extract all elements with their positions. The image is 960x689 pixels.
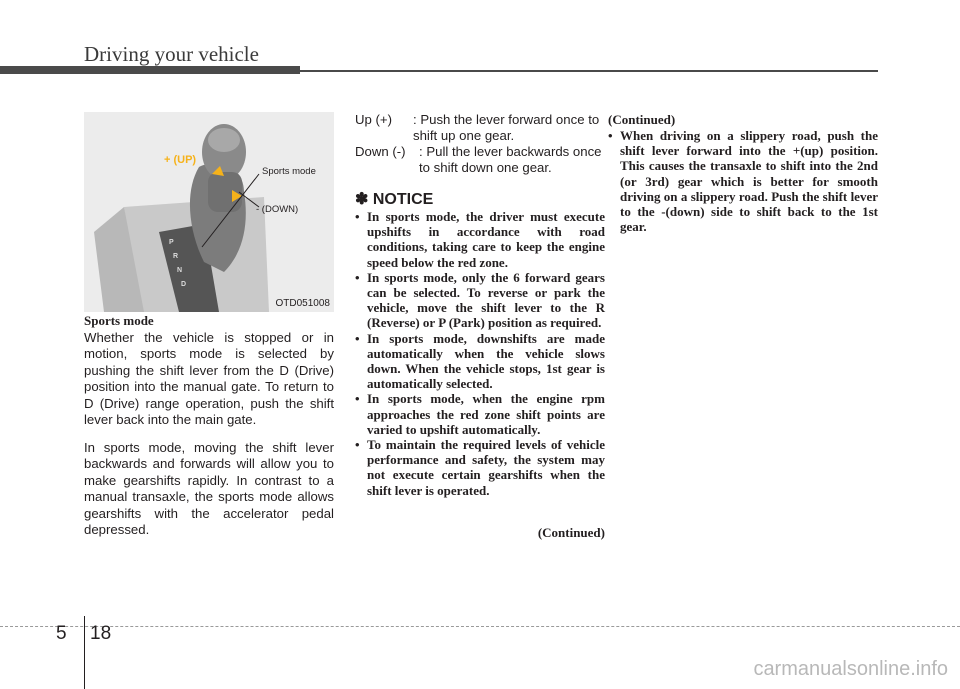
svg-text:P: P [169,239,174,246]
svg-text:D: D [181,281,187,288]
bullet-icon: • [608,128,613,143]
bullet-icon: • [355,437,360,453]
figure-code: OTD051008 [275,298,330,309]
list-item: • In sports mode, only the 6 forward gears can be selected. To reverse or park the vehicle, move the shift lever to the R (Reverse) or P (Park) position as required. [355,269,605,331]
notice-list [355,209,605,498]
definition-down [355,144,607,178]
continued-heading: (Continued) [608,112,676,127]
bullet-icon: • [355,330,360,346]
definition-up-term: Up (+) [355,112,393,127]
bullet-icon: • [355,391,360,407]
sports-mode-para-1: Whether the vehicle is stopped or in motion, sports mode is selected by pushing the shift lever from the D (Drive) position into the manual gate. To return to D (Drive) range operation, push the shift lever back into the main gate. [84,330,334,428]
label-up: + (UP) [164,154,197,166]
list-item: • To maintain the required levels of vehicle performance and safety, the system may not execute certain gearshifts when the shift lever is operated. [355,437,605,498]
section-title: Driving your vehicle [84,42,259,66]
label-sports-mode: Sports mode [262,166,316,177]
label-down: - (DOWN) [256,204,299,215]
shift-lever-figure [84,112,334,312]
sports-mode-para-2: In sports mode, moving the shift lever backwards and forwards will allow you to make gearshifts rapidly. In contrast to a manual transaxle, the sports mode allows gearshifts with the accelerator pedal depressed. [84,440,334,538]
definition-down-desc: : Pull the lever backwards once to shift down one gear. [419,144,602,176]
header-bar [0,66,300,74]
bullet-icon: • [355,269,360,285]
svg-text:N: N [177,267,183,274]
definition-up-desc: : Push the lever forward once to shift up one gear. [413,112,600,144]
page-number: 18 [90,623,112,644]
sports-mode-heading: Sports mode [84,313,154,328]
continued-label: (Continued) [537,525,605,540]
watermark: carmanualsonline.info [753,658,948,680]
bullet-icon: • [355,209,360,224]
svg-text:R: R [173,253,179,260]
chapter-number: 5 [56,623,67,644]
footer-divider [84,616,85,689]
list-item: • In sports mode, downshifts are made automatically when the vehicle slows down. When the vehicle stops, 1st gear is automatically selected. [355,330,605,392]
notice-list-continued [608,128,878,234]
header-line [300,70,878,72]
list-item: • When driving on a slippery road, push the shift lever forward into the +(up) position. This causes the transaxle to shift into the 2nd (or 3rd) gear which is better for smooth driving on a slippery road. Push the shift lever to the -(down) side to shift back to the 1st gear. [608,128,878,235]
footer-rule [0,626,960,627]
list-item: • In sports mode, the driver must execute upshifts in accordance with road conditions, taking care to keep the engine speed below the red zone. [355,209,605,270]
definition-up [355,112,607,146]
definition-down-term: Down (-) [355,144,406,159]
notice-heading: ✽ NOTICE [355,191,434,208]
list-item: • In sports mode, when the engine rpm approaches the red zone shift points are varied to upshift automatically. [355,391,605,437]
